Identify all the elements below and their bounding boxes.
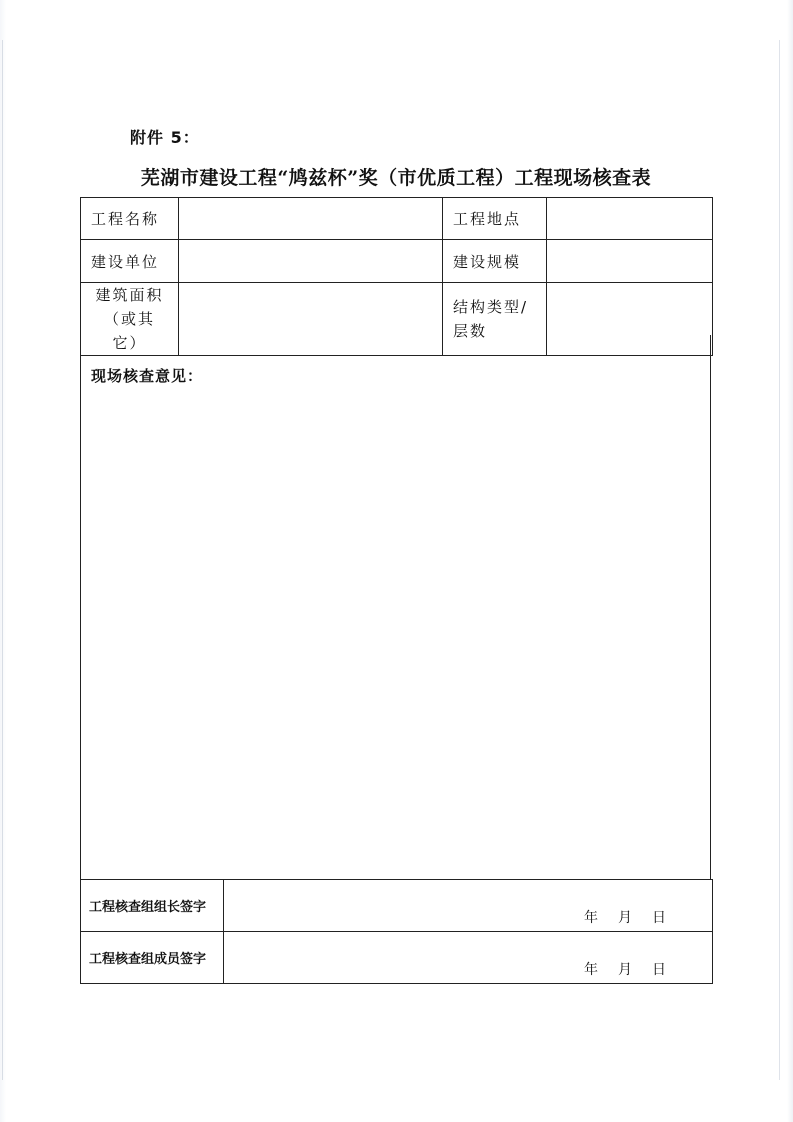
project-name-label: 工程名称 <box>81 198 179 240</box>
scan-edge-right <box>779 40 780 1080</box>
year-label: 年 <box>584 962 598 978</box>
area-label-line1: 建筑面积 <box>95 286 164 304</box>
month-label: 月 <box>618 910 632 926</box>
day-label: 日 <box>652 910 666 926</box>
month-label: 月 <box>618 962 632 978</box>
member-signature-label: 工程核查组成员签字 <box>81 932 224 984</box>
day-label: 日 <box>652 962 666 978</box>
builder-label: 建设单位 <box>81 240 179 283</box>
member-signature-date <box>584 959 666 979</box>
scale-value[interactable] <box>547 240 713 283</box>
project-location-label: 工程地点 <box>443 198 547 240</box>
opinion-label: 现场核查意见： <box>91 367 204 385</box>
inspection-form <box>80 197 712 983</box>
project-location-value[interactable] <box>547 198 713 240</box>
year-label: 年 <box>584 910 598 926</box>
leader-signature-field[interactable] <box>224 880 713 932</box>
opinion-box[interactable] <box>80 335 711 880</box>
project-name-value[interactable] <box>179 198 443 240</box>
structure-label-line2: 层数 <box>453 322 488 340</box>
page-title: 芜湖市建设工程“鸠兹杯”奖（市优质工程）工程现场核查表 <box>140 167 652 189</box>
scan-edge-left <box>2 40 3 1080</box>
leader-signature-label: 工程核查组组长签字 <box>81 880 224 932</box>
member-signature-field[interactable] <box>224 932 713 984</box>
signature-table <box>80 879 713 984</box>
project-info-table <box>80 197 713 356</box>
leader-signature-date <box>584 907 666 927</box>
attachment-label: 附件 5： <box>130 128 200 147</box>
builder-value[interactable] <box>179 240 443 283</box>
area-label-line2: （或其它） <box>103 310 155 352</box>
structure-label-line1: 结构类型/ <box>453 298 529 316</box>
scale-label: 建设规模 <box>443 240 547 283</box>
